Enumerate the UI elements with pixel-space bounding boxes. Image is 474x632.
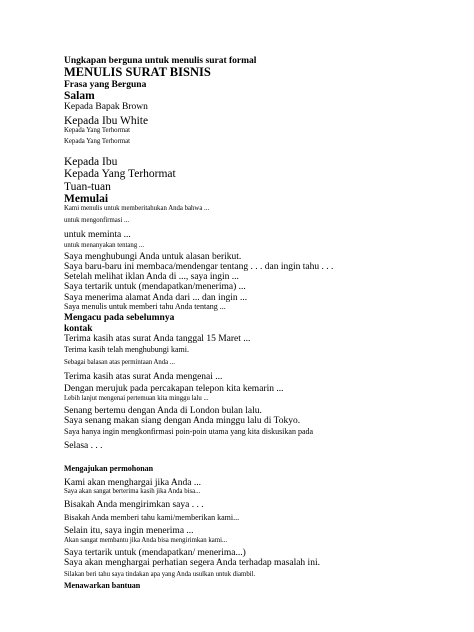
mengacu-line: Saya hanya ingin mengkonfirmasi poin-poin utama yang kita diskusikan pada	[64, 427, 314, 437]
memulai-line: Saya tertarik untuk (mendapatkan/menerima) ...	[64, 282, 246, 293]
permohonan-line: Selain itu, saya ingin menerima ...	[64, 526, 194, 537]
permohonan-line: Bisakah Anda mengirimkan saya . . .	[64, 499, 204, 510]
salam-line: Tuan-tuan	[64, 180, 111, 193]
memulai-line: Setelah melihat iklan Anda di ..., saya ingin ...	[64, 272, 239, 283]
mengacu-line: Saya senang makan siang dengan Anda minggu lalu di Tokyo.	[64, 416, 301, 427]
salam-line: Kepada Yang Terhormat	[64, 138, 131, 146]
mengacu-line: Sebagai balasan atas permintaan Anda ...	[64, 358, 175, 366]
mengacu-line: Senang bertemu dengan Anda di London bulan lalu.	[64, 405, 262, 416]
mengacu-line: Terima kasih atas surat Anda tanggal 15 Maret ...	[64, 333, 251, 344]
permohonan-line: Silakan beri tahu saya tindakan apa yang Anda usulkan untuk diambil.	[64, 570, 256, 578]
section-heading-memulai: Memulai	[64, 192, 109, 205]
salam-line: Kepada Ibu	[64, 155, 118, 168]
memulai-line: Saya baru-baru ini membaca/mendengar tentang . . . dan ingin tahu . . .	[64, 261, 334, 272]
permohonan-line: Bisakah Anda memberi tahu kami/memberikan kami...	[64, 512, 240, 522]
salam-line: Kepada Yang Terhormat	[64, 168, 176, 181]
permohonan-line: Saya akan menghargai perhatian segera Anda terhadap masalah ini.	[64, 558, 320, 569]
permohonan-line: Kami akan menghargai jika Anda ...	[64, 477, 202, 488]
mengacu-line: Lebih lanjut mengenai pertemuan kita minggu lalu ...	[64, 394, 209, 402]
document-subtitle: Frasa yang Berguna	[64, 79, 147, 90]
salam-line: Kepada Ibu White	[64, 114, 149, 127]
permohonan-line: Saya tertarik untuk (mendapatkan/ menerima...)	[64, 548, 246, 559]
section-heading-mengacu: Mengacu pada sebelumnya	[64, 313, 175, 324]
mengacu-line: Dengan merujuk pada percakapan telepon kita kemarin ...	[64, 384, 284, 395]
memulai-line: untuk meminta ...	[64, 230, 131, 240]
section-heading-mengacu-cont: kontak	[64, 323, 93, 334]
section-heading-permohonan: Mengajukan permohonan	[64, 464, 154, 474]
document-page	[64, 56, 444, 590]
section-heading-salam: Salam	[64, 90, 95, 102]
intro-heading: Ungkapan berguna untuk menulis surat formal	[64, 56, 257, 66]
salam-line: Kepada Yang Terhormat	[64, 127, 131, 135]
memulai-line: Saya menghubungi Anda untuk alasan berikut.	[64, 251, 242, 262]
memulai-line: untuk menanyakan tentang ...	[64, 242, 145, 250]
memulai-line: Saya menerima alamat Anda dari ... dan ingin ...	[64, 292, 248, 303]
permohonan-line: Saya akan sangat berterima kasih jika Anda bisa...	[64, 488, 201, 496]
mengacu-line: Selasa . . .	[64, 441, 103, 452]
section-heading-bantuan: Menawarkan bantuan	[64, 580, 141, 590]
mengacu-line: Terima kasih atas surat Anda mengenai ...	[64, 372, 223, 383]
memulai-line: untuk mengonfirmasi ...	[64, 216, 130, 224]
memulai-line: Saya menulis untuk memberi tahu Anda tentang ...	[64, 301, 226, 311]
memulai-line: Kami menulis untuk memberitahukan Anda bahwa ...	[64, 205, 210, 213]
mengacu-line: Terima kasih telah menghubungi kami.	[64, 345, 189, 355]
permohonan-line: Akan sangat membantu jika Anda bisa mengirimkan kami...	[64, 536, 228, 544]
salam-line: Kepada Bapak Brown	[64, 102, 148, 113]
document-title: MENULIS SURAT BISNIS	[64, 65, 211, 80]
